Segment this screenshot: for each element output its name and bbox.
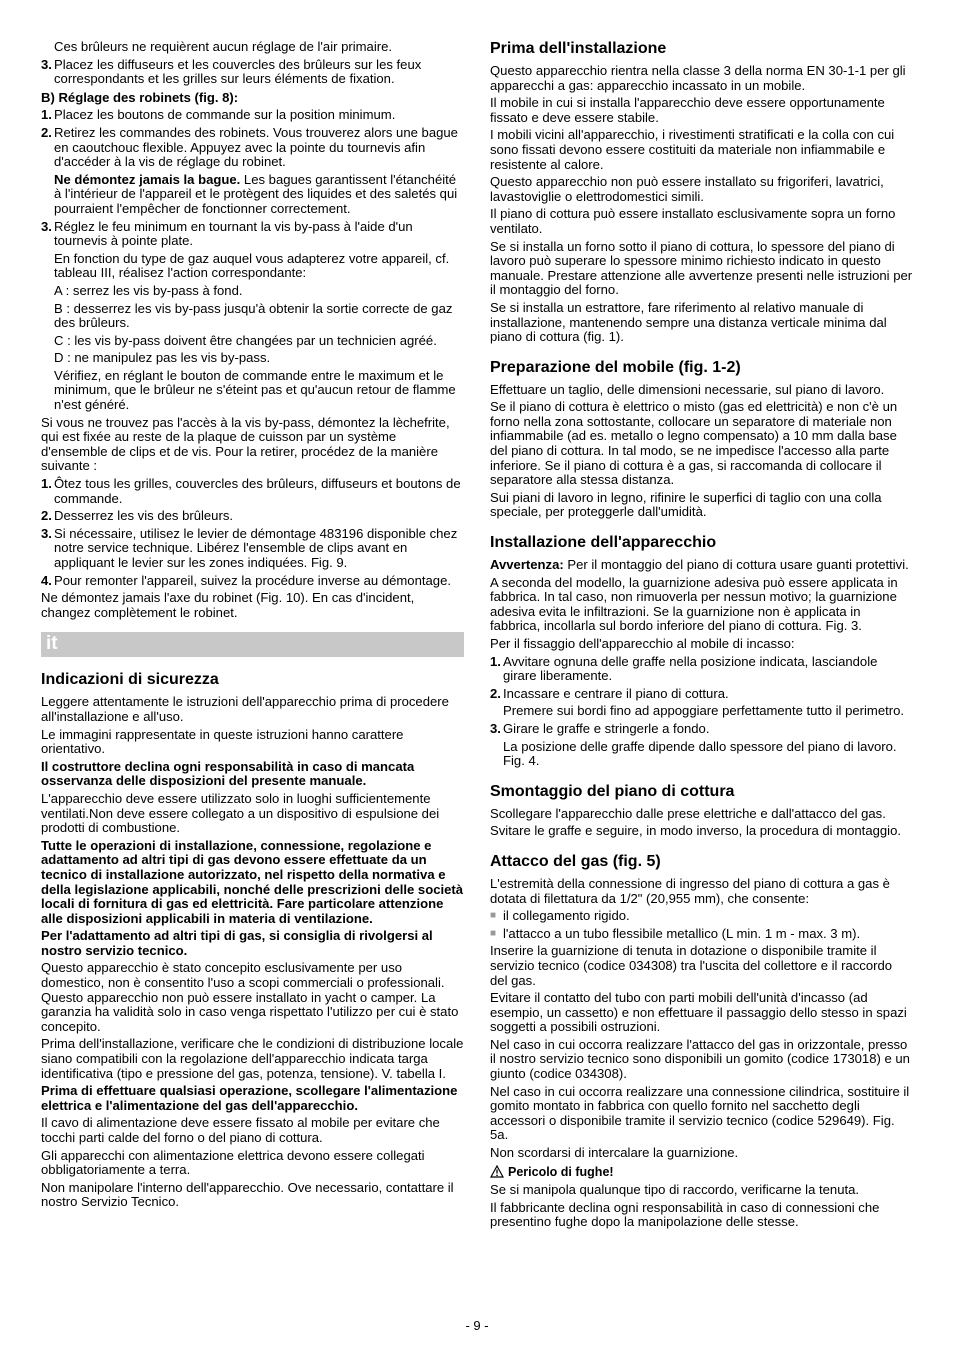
fr-axle-note: Ne démontez jamais l'axe du robinet (Fig. 10). En cas d'incident, changez complètement le robinet. [41,590,415,620]
install-step-2: 2. Incassare e centrare il piano di cottura. [490,685,729,701]
safety-p6: Per l'adattamento ad altri tipi di gas, si consiglia di rivolgersi al nostro servizio tecnico. [41,928,433,958]
safety-p10: Il cavo di alimentazione deve essere fissato al mobile per evitare che tocchi parti calde del forno o del piano di cottura. [41,1115,440,1145]
before-p5: Il piano di cottura può essere installato esclusivamente sopra un forno ventilato. [490,206,896,236]
heading-installation: Installazione dell'apparecchio [490,534,717,552]
fr-intro: Ces brûleurs ne requièrent aucun réglage de l'air primaire. [54,39,393,54]
install-step-1: 1. Avvitare ognuna delle graffe nella posizione indicata, lasciandole girare liberamente. [490,653,878,684]
install-p2: Per il fissaggio dell'apparecchio al mobile di incasso: [490,636,795,651]
safety-p11: Gli apparecchi con alimentazione elettrica devono essere collegati obbligatoriamente a terra. [41,1147,425,1178]
removal-p2: Svitare le graffe e seguire, in modo inverso, la procedura di montaggio. [490,823,901,839]
safety-p3: Il costruttore declina ogni responsabilità in caso di mancata osservanza delle disposizioni del presente manuale. [41,758,415,789]
install-p1: A seconda del modello, la guarnizione adesiva può essere applicata in fabbrica. In tal caso, non rimuoverla per nessun motivo; la guarnizione adesiva evita le infiltrazioni. Se la guarnizione non è applicata in fabbrica, incollarla sul bordo inferiore del piano di cottura. Fig. 3. [490,574,898,634]
heading-safety: Indicazioni di sicurezza [41,671,219,689]
fr-b-step-2: 2. Retirez les commandes des robinets. Vous trouverez alors une bague en caoutchouc flexible. Appuyez avec la pointe du tournevis afin d'accéder à la vis de réglage du robinet. [41,124,458,170]
safety-p8: Prima dell'installazione, verificare che le condizioni di distribuzione locale siano compatibili con la regolazione dell'apparecchio indicata targa identificativa (tipo e pressione del gas, potenza, tensione). V. tabella I. [41,1036,464,1081]
bullet-square-icon: ■ [490,927,497,939]
left-column [41,40,464,1213]
prep-p1: Effettuare un taglio, delle dimensioni necessarie, sul piano di lavoro. [490,381,885,397]
fr-section-b-title: B) Réglage des robinets (fig. 8): [41,89,239,105]
install-step-2-note: Premere sui bordi fino ad appoggiare perfettamente tutto il perimetro. [503,703,905,719]
language-code: it [46,633,58,655]
prep-p2: Se il piano di cottura è elettrico o misto (gas ed elettricità) e non c'è un forno nella zona sottostante, collocare un separatore di materiale non infiammabile (ad es. metallo o legno compensato) a 10 mm dalla base del piano di cottura. In tal modo, se ne impedisce l'accesso alla parte inferiore. Se il piano di cottura è a gas, si raccomanda di collocare il separatore alla stessa distanza. [490,399,898,488]
fr-option-b: B : desserrez les vis by-pass jusqu'à obtenir la sortie correcte de gaz des brûleurs. [54,300,453,331]
bullet-square-icon: ■ [490,910,497,922]
gas-bullet-1: ■ il collegamento rigido. [490,908,630,924]
install-warning: Avvertenza: Per il montaggio del piano di cottura usare guanti protettivi. [490,557,909,573]
fr-remove-step-4: 4. Pour remonter l'appareil, suivez la procédure inverse au démontage. [41,572,451,588]
safety-p9: Prima di effettuare qualsiasi operazione, scollegare l'alimentazione elettrica e l'alimentazione del gas dell'apparecchio. [41,1083,458,1113]
safety-p7: Questo apparecchio è stato concepito esclusivamente per uso domestico, non è consentito l'uso a scopi commerciali o professionali. Questo apparecchio non può essere installato in yacht o camper. La garanzia ha validità solo in caso venga rispettato l'utilizzo per cui è stato concepito. [41,960,459,1034]
before-p4: Questo apparecchio non può essere installato su frigoriferi, lavatrici, lavastoviglie o elettrodomestici simili. [490,174,884,204]
gas-leak-warning: Pericolo di fughe! [490,1165,913,1180]
prep-p3: Sui piani di lavoro in legno, rifinire le superfici di taglio con una colla speciale, per proteggerle dall'umidità. [490,489,882,520]
safety-p1: Leggere attentamente le istruzioni dell'apparecchio prima di procedere all'installazione e all'uso. [41,694,449,724]
fr-b-step-2-note: Ne démontez jamais la bague. Les bagues garantissent l'étanchéité à l'intérieur de l'appareil et le protègent des liquides et des saletés qui pourraient l'empêcher de fonctionner correctement. [54,171,458,216]
fr-verify: Vérifiez, en réglant le bouton de commande entre le maximum et le minimum, que le brûleur ne s'éteint pas et qu'aucun retour de flamme n'est généré. [54,367,456,413]
safety-p4: L'apparecchio deve essere utilizzato solo in luoghi sufficientemente ventilati.Non deve essere collegato a un dispositivo di espulsione dei prodotti di combustione. [41,790,440,836]
fr-b-step-3-note: En fonction du type de gaz auquel vous adapterez votre appareil, cf. tableau III, réalisez l'action correspondante: [54,250,450,281]
right-column [490,40,913,1233]
page-number: - 9 - [465,1318,489,1333]
gas-p2: Inserire la guarnizione di tenuta in dotazione o disponibile tramite il servizio tecnico (codice 034308) tra l'uscita del collettore e il raccordo del gas. [490,943,893,988]
fr-remove-step-1: 1. Ôtez tous les grilles, couvercles des brûleurs, diffuseurs et boutons de commande. [41,476,461,506]
heading-before-install: Prima dell'installazione [490,40,667,57]
before-p3: I mobili vicini all'apparecchio, i rivestimenti stratificati e la colla con cui sono fissati devono essere costituiti da materiale non infiammabile e resistente al calore. [490,127,895,172]
gas-p7: Se si manipola qualunque tipo di raccordo, verificarne la tenuta. [490,1182,860,1198]
fr-b-step-1: 1. Placez les boutons de commande sur la position minimum. [41,107,396,123]
gas-p3: Evitare il contatto del tubo con parti mobili dell'unità d'incasso (ad esempio, un cassetto) e non effettuare il passaggio dello stesso in spazi soggetti a possibili ostruzioni. [490,990,907,1035]
safety-p5: Tutte le operazioni di installazione, connessione, regolazione e adattamento ad altri tipi di gas devono essere effettuate da un tecnico di installazione autorizzato, nel rispetto della normativa e della legislazione applicabili, nonché delle prescrizioni delle società locali di fornitura di gas ed elettricità. Fare particolare attenzione alle disposizioni applicabili in materia di ventilazione. [41,837,464,926]
fr-option-d: D : ne manipulez pas les vis by-pass. [54,350,271,366]
fr-step-3: 3. Placez les diffuseurs et les couvercles des brûleurs sur les feux correspondants et les grilles sur leurs éléments de fixation. [41,56,422,87]
fr-option-a: A : serrez les vis by-pass à fond. [54,282,243,298]
gas-bullet-2: ■ l'attacco a un tubo flessibile metallico (L min. 1 m - max. 3 m). [490,925,861,941]
gas-p8: Il fabbricante declina ogni responsabilità in caso di connessioni che presentino fughe dopo la manipolazione delle stesse. [490,1199,880,1230]
fr-no-access: Si vous ne trouvez pas l'accès à la vis by-pass, démontez la lèchefrite, qui est fixée au reste de la plaque de cuisson par un système d'ensemble de clips et de vis. Pour la retirer, procédez de la manière suivante : [41,414,450,474]
language-bar [41,632,464,657]
before-p6: Se si installa un forno sotto il piano di cottura, lo spessore del piano di lavoro può superare lo spessore minimo richiesto indicato in questo manuale. Prestare attenzione alle avvertenze presenti nelle istruzioni per il montaggio del forno. [490,238,913,298]
install-step-3: 3. Girare le graffe e stringerle a fondo. [490,720,710,736]
fr-option-c: C : les vis by-pass doivent être changées par un technicien agréé. [54,332,437,348]
fr-remove-step-3: 3. Si nécessaire, utilisez le levier de démontage 483196 disponible chez notre service technique. Libérez l'ensemble de clips avant en appliquant le levier sur les zones indiquées. Fig. 9. [41,525,458,570]
removal-p1: Scollegare l'apparecchio dalle prese elettriche e dall'attacco del gas. [490,805,886,821]
gas-p5: Nel caso in cui occorra realizzare una connessione cilindrica, sostituire il gomito montato in fabbrica con quello fornito nel sacchetto degli accessori o disponibile tramite il servizio tecnico (codice 529649). Fig. 5a. [490,1083,910,1143]
heading-gas-connection: Attacco del gas (fig. 5) [490,852,661,870]
before-p7: Se si installa un estrattore, fare riferimento al relativo manuale di installazione, mantenendo sempre una distanza verticale minima dal piano di cottura (fig. 1). [490,299,887,345]
fr-remove-step-2: 2. Desserrez les vis des brûleurs. [41,508,234,524]
gas-p4: Nel caso in cui occorra realizzare l'attacco del gas in orizzontale, presso il nostro servizio tecnico sono disponibili un gomito (codice 173018) e un giunto (codice 034308). [490,1036,910,1082]
safety-p12: Non manipolare l'interno dell'apparecchio. Ove necessario, contattare il nostro Servizio Tecnico. [41,1179,454,1210]
fr-b-step-3: 3. Réglez le feu minimum en tournant la vis by-pass à l'aide d'un tournevis à pointe plate. [41,218,413,249]
heading-removal: Smontaggio del piano di cottura [490,782,735,800]
gas-p6: Non scordarsi di intercalare la guarnizione. [490,1145,739,1161]
install-step-3-note: La posizione delle graffe dipende dallo spessore del piano di lavoro. Fig. 4. [503,738,897,769]
safety-p2: Le immagini rappresentate in queste istruzioni hanno carattere orientativo. [41,726,404,757]
gas-p1: L'estremità della connessione di ingresso del piano di cottura a gas è dotata di filettatura da 1/2" (20,955 mm), che consente: [490,875,890,906]
heading-furniture-prep: Preparazione del mobile (fig. 1-2) [490,358,741,376]
before-p1: Questo apparecchio rientra nella classe 3 della norma EN 30-1-1 per gli apparecchi a gas: apparecchio incassato in un mobile. [490,63,906,93]
before-p2: Il mobile in cui si installa l'apparecchio deve essere opportunamente fissato e deve essere stabile. [490,95,885,125]
warning-triangle-icon [490,1165,504,1178]
